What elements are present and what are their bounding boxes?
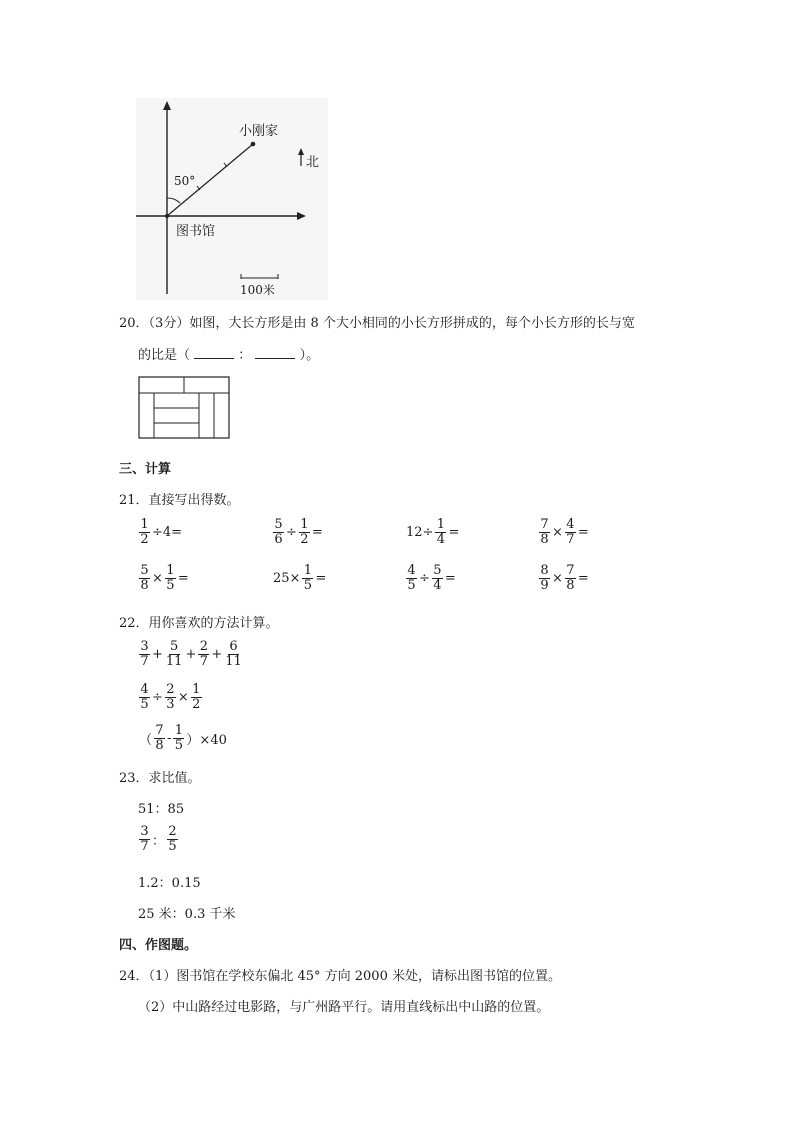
angle-arc — [167, 198, 180, 203]
ratio-colon: ： — [152, 834, 166, 849]
angle-label: 50° — [174, 174, 196, 188]
fraction: $\frac{1}{2}$ — [192, 682, 201, 712]
house-label: 小刚家 — [239, 124, 279, 139]
operator: ÷ — [419, 571, 430, 586]
q23-ratio-2 — [138, 825, 179, 854]
fraction: $\frac{3}{7}$ — [140, 639, 149, 669]
equals-sign: = — [315, 571, 327, 586]
q23-ratio-1: 51：85 — [138, 802, 185, 817]
q23-ratio-4: 25 米：0.3 千米 — [138, 907, 236, 922]
library-point — [165, 214, 169, 218]
expression-text: 25× — [273, 571, 301, 586]
q20-text-prefix: 的比是（ — [138, 348, 191, 363]
q22-expression-3 — [138, 724, 228, 753]
fraction: $\frac{5}{4}$ — [433, 563, 442, 593]
rectangle-tiling-figure — [138, 376, 232, 444]
scale-label: 100米 — [240, 283, 275, 297]
equals-sign: = — [577, 525, 589, 540]
fraction: $\frac{6}{11}$ — [225, 639, 242, 669]
q21-item-3 — [405, 518, 460, 547]
q20-answer-blank-2[interactable] — [255, 346, 295, 359]
north-label: 北 — [306, 155, 320, 170]
q20-text-suffix: ）。 — [299, 348, 320, 363]
section4-title: 四、作图题。 — [119, 938, 198, 953]
equals-sign: = — [577, 571, 589, 586]
operator: ÷ — [152, 690, 163, 705]
operator: × — [552, 571, 563, 586]
fraction: $\frac{2}{7}$ — [199, 639, 208, 669]
library-label: 图书馆 — [176, 224, 216, 239]
house-point — [251, 142, 256, 147]
axis-arrow-north — [163, 101, 171, 110]
fraction: $\frac{4}{5}$ — [140, 682, 149, 712]
fraction: $\frac{1}{4}$ — [436, 517, 446, 547]
q21-item-7 — [405, 564, 457, 593]
fraction: $\frac{1}{2}$ — [140, 517, 149, 547]
q22-expression-1 — [138, 640, 244, 669]
rectangle-tiling-svg — [138, 376, 232, 440]
fraction: $\frac{7}{8}$ — [566, 563, 575, 593]
equals-sign: = — [448, 525, 460, 540]
operator: - — [167, 731, 172, 746]
fraction: $\frac{2}{5}$ — [168, 824, 177, 854]
fraction: $\frac{7}{8}$ — [155, 723, 164, 753]
fraction: $\frac{1}{5}$ — [303, 563, 313, 593]
section3-title: 三、计算 — [119, 462, 172, 477]
direction-map-figure — [136, 98, 328, 300]
equals-sign: = — [177, 571, 189, 586]
left-parenthesis: （ — [139, 733, 153, 748]
q21-item-8 — [538, 564, 590, 593]
north-indicator-arrow-icon — [298, 148, 304, 155]
right-parenthesis-times: ）×40 — [186, 733, 227, 748]
fraction: $\frac{2}{3}$ — [166, 682, 175, 712]
axis-arrow-east — [297, 212, 306, 220]
direction-map-svg — [136, 98, 328, 300]
operator: + — [185, 647, 197, 662]
fraction: $\frac{7}{8}$ — [540, 517, 549, 547]
expression-text: 12÷ — [406, 525, 434, 540]
fraction: $\frac{4}{5}$ — [407, 563, 416, 593]
q20-text-line1: （3分）如图，大长方形是由 8 个大小相同的小长方形拼成的，每个小长方形的长与宽 — [148, 316, 635, 331]
q24-line1: 24．（1）图书馆在学校东偏北 45° 方向 2000 米处，请标出图书馆的位置。 — [119, 969, 561, 984]
operator: ÷ — [286, 525, 297, 540]
q23-title: 23．求比值。 — [119, 771, 201, 786]
expression-text: ÷4= — [152, 525, 183, 540]
operator: + — [152, 647, 163, 662]
q22-expression-2 — [138, 683, 203, 712]
q21-item-2 — [272, 518, 324, 547]
q21-item-4 — [538, 518, 590, 547]
q20-line2 — [138, 344, 319, 363]
q22-title: 22．用你喜欢的方法计算。 — [119, 616, 279, 631]
fraction: $\frac{1}{5}$ — [174, 723, 184, 753]
operator: × — [177, 690, 189, 705]
fraction: $\frac{1}{2}$ — [300, 517, 309, 547]
q20-number: 20． — [119, 316, 149, 331]
fraction: $\frac{4}{7}$ — [566, 517, 575, 547]
equals-sign: = — [311, 525, 323, 540]
q21-item-5 — [138, 564, 190, 593]
operator: × — [552, 525, 563, 540]
fraction: $\frac{5}{11}$ — [165, 639, 183, 669]
equals-sign: = — [444, 571, 456, 586]
q20-answer-blank-1[interactable] — [194, 346, 234, 359]
operator: + — [211, 647, 223, 662]
q23-ratio-3: 1.2：0.15 — [138, 876, 201, 891]
q21-item-6 — [272, 564, 327, 593]
q21-item-1 — [138, 518, 183, 547]
fraction: $\frac{8}{9}$ — [540, 563, 549, 593]
fraction: $\frac{5}{8}$ — [140, 563, 149, 593]
fraction: $\frac{1}{5}$ — [166, 563, 175, 593]
q20-line1 — [119, 312, 635, 331]
operator: × — [152, 571, 163, 586]
q21-title: 21．直接写出得数。 — [119, 493, 240, 508]
q24-line2: （2）中山路经过电影路，与广州路平行。请用直线标出中山路的位置。 — [138, 1000, 550, 1015]
fraction: $\frac{5}{6}$ — [274, 517, 283, 547]
fraction: $\frac{3}{7}$ — [140, 824, 149, 854]
q20-colon: ： — [238, 348, 252, 363]
